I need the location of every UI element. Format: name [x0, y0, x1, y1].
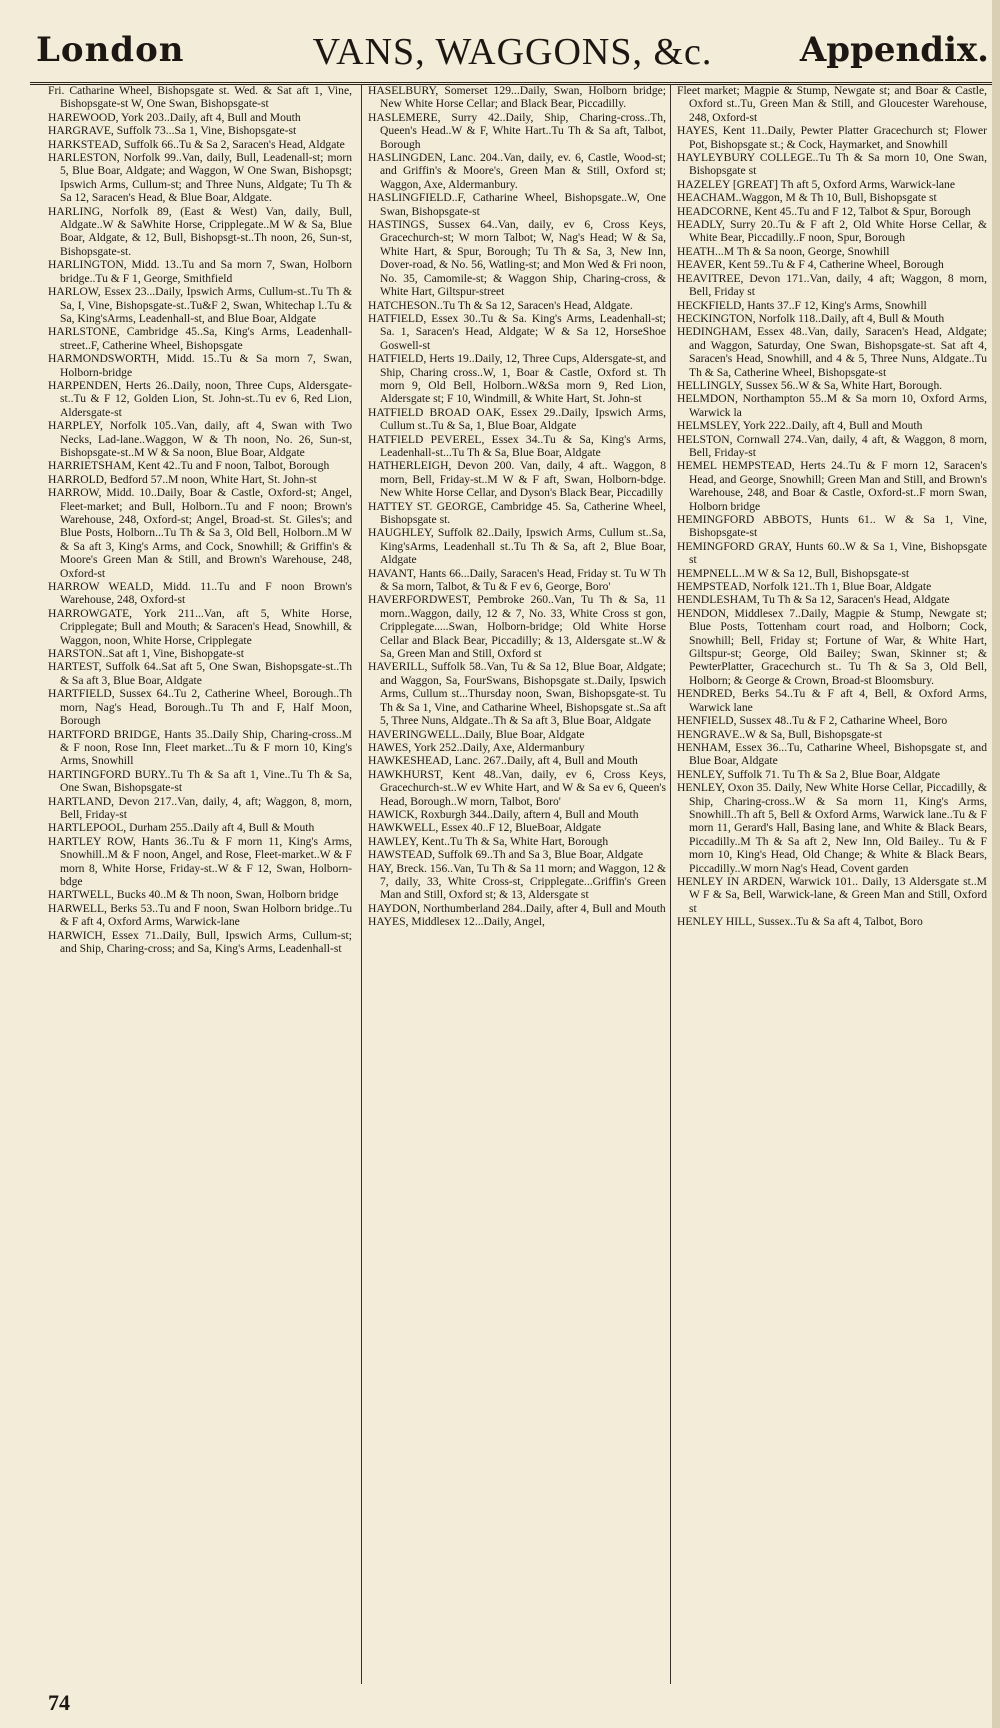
directory-entry: HEADCORNE, Kent 45..Tu and F 12, Talbot & Spur, Borough — [677, 204, 971, 218]
page-edge — [992, 0, 1000, 1728]
directory-entry: HAWKHURST, Kent 48..Van, daily, ev 6, Cross Keys, Gracechurch-st..W ev White Hart, and W & Sa ev 6, Queen's Head, Borough..W morn, Talbot, Boro' — [368, 767, 666, 808]
directory-entry: HARLING, Norfolk 89, (East & West) Van, daily, Bull, Aldgate..W & SaWhite Horse, Cripplegate..M W & Sa, Blue Boar, Aldgate, & 12, Bull, Bishopsgt-st..Th noon, 26, Sun-st, Bishopsgate-st. — [48, 204, 352, 258]
directory-entry: HELLINGLY, Sussex 56..W & Sa, White Hart, Borough. — [677, 378, 943, 392]
directory-entry: HASLEMERE, Surry 42..Daily, Ship, Charing-cross..Th, Queen's Head..W & F, White Hart..Tu Th & Sa aft, Talbot, Borough — [368, 110, 666, 151]
directory-entry: HENLEY HILL, Sussex..Tu & Sa aft 4, Talbot, Boro — [677, 915, 923, 929]
directory-entry: HEMEL HEMPSTEAD, Herts 24..Tu & F morn 12, Saracen's Head, and George, Snowhill; Green Man and Still, and Brown's Warehouse, 248, and Boar & Castle, Oxford-st..F morn Swan, Holborn bridge — [677, 459, 987, 513]
column-3 — [670, 84, 987, 1684]
directory-entry: HATCHESON..Tu Th & Sa 12, Saracen's Head, Aldgate. — [368, 298, 633, 312]
directory-entry: HEAVITREE, Devon 171..Van, daily, 4 aft; Waggon, 8 morn, Bell, Friday st — [677, 271, 987, 299]
directory-entry: HARWICH, Essex 71..Daily, Bull, Ipswich Arms, Cullum-st; and Ship, Charing-cross; and Sa, King's Arms, Leadenhall-st — [48, 928, 352, 955]
directory-entry: HECKFIELD, Hants 37..F 12, King's Arms, Snowhill — [677, 298, 927, 312]
directory-entry: HARSTON..Sat aft 1, Vine, Bishopgate-st — [48, 647, 244, 661]
page-number: 74 — [48, 1690, 70, 1715]
directory-entry: HENGRAVE..W & Sa, Bull, Bishopsgate-st — [677, 727, 883, 741]
directory-entry: HARWELL, Berks 53..Tu and F noon, Swan Holborn bridge..Tu & F aft 4, Oxford Arms, Warwick-lane — [48, 901, 352, 929]
directory-entry: HARRIETSHAM, Kent 42..Tu and F noon, Talbot, Borough — [48, 459, 330, 473]
directory-entry: HEMINGFORD ABBOTS, Hunts 61.. W & Sa 1, Vine, Bishopsgate-st — [677, 513, 987, 540]
directory-entry: HEATH...M Th & Sa noon, George, Snowhill — [677, 244, 890, 258]
directory-entry: HAYES, Kent 11..Daily, Pewter Platter Gracechurch st; Flower Pot, Bishopsgate st.; & Cock, Haymarket, and Snowhill — [677, 124, 987, 151]
directory-entry: HARKSTEAD, Suffolk 66..Tu & Sa 2, Saracen's Head, Aldgate — [48, 137, 345, 151]
directory-entry: HEAVER, Kent 59..Tu & F 4, Catherine Wheel, Borough — [677, 258, 944, 272]
directory-entry: HENDRED, Berks 54..Tu & F aft 4, Bell, & Oxford Arms, Warwick lane — [677, 687, 987, 714]
directory-entry: HAVERILL, Suffolk 58..Van, Tu & Sa 12, Blue Boar, Aldgate; and Waggon, Sa, FourSwans, Bishopsgate st..Daily, Ipswich Arms, Cullum st...Thursday noon, Swan, Bishopsgate-st. Tu Th & Sa 1, Vine, and Catharine Wheel, Bishopsgate st..Sa aft 5, Three Nuns, Aldgate..Th & Sa aft 3, Blue Boar, Aldgate — [368, 660, 666, 728]
directory-entry: HASLINGFIELD..F, Catharine Wheel, Bishopsgate..W, One Swan, Bishopsgate-st — [368, 191, 666, 218]
directory-entry: HENDON, Middlesex 7..Daily, Magpie & Stump, Newgate st; Blue Posts, Tottenham court road, and Holborn; Cock, Snowhill; Bell, Friday st; Fortune of War, & White Hart, Giltspur-st; George, Old Bailey; Swan, Skinner st; & PewterPlatter, Gracechurch st.. Tu Th & Sa 3, Old Bell, Holborn; & George & Crown, Broad-st Bloomsbury. — [677, 606, 987, 687]
directory-entry: HENHAM, Essex 36...Tu, Catharine Wheel, Bishopsgate st, and Blue Boar, Aldgate — [677, 740, 987, 768]
directory-entry: HARTWELL, Bucks 40..M & Th noon, Swan, Holborn bridge — [48, 888, 339, 902]
directory-entry: HASELBURY, Somerset 129...Daily, Swan, Holborn bridge; New White Horse Cellar; and Black Bear, Piccadilly. — [368, 84, 666, 111]
directory-entry: HARTFORD BRIDGE, Hants 35..Daily Ship, Charing-cross..M & F noon, Rose Inn, Fleet market...Tu & F morn 10, King's Arms, Snowhill — [48, 727, 352, 768]
column-2 — [361, 84, 666, 1684]
directory-entry: HEMINGFORD GRAY, Hunts 60..W & Sa 1, Vine, Bishopsgate st — [677, 539, 987, 567]
directory-entry: HELMSLEY, York 222..Daily, aft 4, Bull and Mouth — [677, 419, 923, 433]
directory-entry: HARGRAVE, Suffolk 73...Sa 1, Vine, Bishopsgate-st — [48, 124, 297, 138]
directory-entry: HAVERFORDWEST, Pembroke 260..Van, Tu Th & Sa, 11 morn..Waggon, daily, 12 & 7, No. 33, White Cross st gon, Cripplegate.....Swan, Holborn-bridge; Old White Horse Cellar and Black Bear, Piccadilly; & 13, Aldersgate st..W & Sa, Green Man and Still, Oxford st — [368, 593, 666, 661]
directory-entry: HAWKESHEAD, Lanc. 267..Daily, aft 4, Bull and Mouth — [368, 754, 638, 768]
directory-entry: HAWICK, Roxburgh 344..Daily, aftern 4, Bull and Mouth — [368, 807, 639, 821]
directory-entry: HARROLD, Bedford 57..M noon, White Hart, St. John-st — [48, 472, 317, 486]
directory-entry: HARROWGATE, York 211...Van, aft 5, White Horse, Cripplegate; Bull and Mouth; & Saracen's Head, Snowhill, & Waggon, noon, White Horse, Cripplegate — [48, 606, 352, 647]
directory-entry: HAWKWELL, Essex 40..F 12, BlueBoar, Aldgate — [368, 821, 602, 835]
directory-entry: HECKINGTON, Norfolk 118..Daily, aft 4, Bull & Mouth — [677, 311, 945, 325]
directory-entry: HEDINGHAM, Essex 48..Van, daily, Saracen's Head, Aldgate; and Waggon, Saturday, One Swan, Bishopsgate-st. Sat aft 4, Saracen's Head, Snowhill, and 4 & 5, Three Nuns, Aldgate..Tu Th & Sa, Catherine Wheel, Bishopsgate-st — [677, 325, 987, 379]
directory-entry: HARMONDSWORTH, Midd. 15..Tu & Sa morn 7, Swan, Holborn-bridge — [48, 352, 352, 379]
directory-entry: HARTFIELD, Sussex 64..Tu 2, Catherine Wheel, Borough..Th morn, Nag's Head, Borough..Tu Th and F, Half Moon, Borough — [48, 687, 352, 728]
directory-entry: HASTINGS, Sussex 64..Van, daily, ev 6, Cross Keys, Gracechurch-st; W morn Talbot; W, Nag's Head; W & Sa, White Hart, & Spur, Borough; Tu Th & Sa, 3, New Inn, Dover-road, & No. 56, Watling-st; and Mon Wed & Fri noon, No. 35, Camomile-st; & Waggon Ship, Charing-cross, & White Hart, Giltspur-street — [368, 218, 666, 299]
directory-entry: HAYDON, Northumberland 284..Daily, after 4, Bull and Mouth — [368, 901, 666, 915]
directory-entry: HARTLEPOOL, Durham 255..Daily aft 4, Bull & Mouth — [48, 821, 315, 835]
directory-entry: HAYES, Middlesex 12...Daily, Angel, — [368, 915, 545, 929]
header-section: Appendix. — [799, 30, 989, 70]
directory-entry: HARTLEY ROW, Hants 36..Tu & F morn 11, King's Arms, Snowhill..M & F noon, Angel, and Rose, Fleet-market..W & F morn 8, White Horse, Friday-st..W & F 12, Swan, Holborn-bdge — [48, 834, 352, 888]
directory-entry: HENLEY, Oxon 35. Daily, New White Horse Cellar, Piccadilly, & Ship, Charing-cross..W & Sa morn 11, King's Arms, Snowhill..Th aft 5, Bell & Oxford Arms, Warwick lane..Tu & F morn 11, Gerard's Hall, Basing lane, and White & Black Bears, Piccadilly..M Th & Sa aft 2, New Inn, Old Bailey.. Tu & F morn 10, King's Head, Old Change; & White & Black Bears, Piccadilly..W morn Nag's Head, Covent garden — [677, 781, 987, 875]
directory-entry: HARLOW, Essex 23...Daily, Ipswich Arms, Cullum-st..Tu Th & Sa, I, Vine, Bishopsgate-st..Tu&F 2, Swan, Whitechap l..Tu & Sa, King'sArms, Leadenhall-st, and Blue Boar, Aldgate — [48, 285, 352, 325]
directory-entry: HELMDON, Northampton 55..M & Sa morn 10, Oxford Arms, Warwick la — [677, 392, 987, 419]
directory-entry: HENLEY, Suffolk 71. Tu Th & Sa 2, Blue Boar, Aldgate — [677, 767, 940, 781]
directory-entry: HASLINGDEN, Lanc. 204..Van, daily, ev. 6, Castle, Wood-st; and Griffin's & Moore's, Green Man & Still, Oxford st; Waggon, Axe, Aldermanbury. — [368, 151, 666, 191]
directory-entry: HARTINGFORD BURY..Tu Th & Sa aft 1, Vine..Tu Th & Sa, One Swan, Bishopsgate-st — [48, 767, 352, 795]
directory-entry: HAYLEYBURY COLLEGE..Tu Th & Sa morn 10, One Swan, Bishopsgate st — [677, 151, 987, 178]
directory-entry: HENDLESHAM, Tu Th & Sa 12, Saracen's Head, Aldgate — [677, 593, 950, 607]
directory-entry: HATFIELD PEVEREL, Essex 34..Tu & Sa, King's Arms, Leadenhall-st...Tu Th & Sa, Blue Boar, Aldgate — [368, 432, 666, 459]
directory-entry: HEADLY, Surry 20..Tu & F aft 2, Old White Horse Cellar, & White Bear, Piccadilly..F noon, Spur, Borough — [677, 218, 987, 245]
directory-entry: HAVANT, Hants 66...Daily, Saracen's Head, Friday st. Tu W Th & Sa morn, Talbot, & Tu & F ev 6, George, Boro' — [368, 566, 666, 594]
directory-entry: HAWLEY, Kent..Tu Th & Sa, White Hart, Borough — [368, 834, 609, 848]
directory-entry: HAVERINGWELL..Daily, Blue Boar, Aldgate — [368, 727, 585, 741]
directory-entry: HAUGHLEY, Suffolk 82..Daily, Ipswich Arms, Cullum st..Sa, King'sArms, Leadenhall st..Tu Th & Sa, aft 2, Blue Boar, Aldgate — [368, 526, 666, 567]
directory-entry: HELSTON, Cornwall 274..Van, daily, 4 aft, & Waggon, 8 morn, Bell, Friday-st — [677, 432, 987, 459]
directory-entry: HARPENDEN, Herts 26..Daily, noon, Three Cups, Aldersgate-st..Tu & F 12, Golden Lion, St. John-st..Tu ev 6, Red Lion, Aldersgate-st — [48, 378, 352, 419]
directory-entry: HENLEY IN ARDEN, Warwick 101.. Daily, 13 Aldersgate st..M W F & Sa, Bell, Warwick-lane, & Green Man and Still, Oxford st — [677, 874, 987, 915]
directory-entry: HATFIELD, Herts 19..Daily, 12, Three Cups, Aldersgate-st, and Ship, Charing cross..W, 1, Boar & Castle, Oxford st. Th morn 9, Old Bell, Holborn..W&Sa morn 9, Red Lion, Aldersgate st; F 10, Windmill, & White Hart, St. John-st — [368, 352, 666, 406]
directory-entry: HAY, Breck. 156..Van, Tu Th & Sa 11 morn; and Waggon, 12 & 7, daily, 33, White Cross-st, Cripplegate...Griffin's Green Man and Still, Oxford st; & 13, Aldersgate st — [368, 861, 666, 902]
directory-entry: HEMPNELL..M W & Sa 12, Bull, Bishopsgate-st — [677, 566, 910, 580]
directory-entry: HATFIELD, Essex 30..Tu & Sa. King's Arms, Leadenhall-st; Sa. 1, Saracen's Head, Aldgate; W & Sa 12, HorseShoe Goswell-st — [368, 311, 666, 352]
directory-entry: HARLESTON, Norfolk 99..Van, daily, Bull, Leadenall-st; morn 5, Blue Boar, Aldgate; and Waggon, W One Swan, Bishopsgt; Ipswich Arms, Cullum-st; and Three Nuns, Aldgate; Tu Th & Sa 12, Saracen's Head, & Blue Boar, Aldgate. — [48, 151, 352, 205]
directory-entry: HATHERLEIGH, Devon 200. Van, daily, 4 aft.. Waggon, 8 morn, Bell, Friday-st..M W & F aft, Swan, Holborn-bdge. New White Horse Cellar, and Dyson's Black Bear, Piccadilly — [368, 459, 666, 500]
header-city: London — [36, 30, 185, 70]
directory-entry: HAREWOOD, York 203..Daily, aft 4, Bull and Mouth — [48, 110, 301, 124]
directory-entry: HATTEY ST. GEORGE, Cambridge 45. Sa, Catherine Wheel, Bishopsgate st. — [368, 499, 666, 526]
directory-entry: HAWSTEAD, Suffolk 69..Th and Sa 3, Blue Boar, Aldgate — [368, 848, 643, 862]
page-header — [30, 26, 995, 85]
directory-entry: HARPLEY, Norfolk 105..Van, daily, aft 4, Swan with Two Necks, Lad-lane..Waggon, W & Th noon, No. 26, Sun-st, Bishopsgate-st..M W & Sa noon, Blue Boar, Aldgate — [48, 419, 352, 459]
directory-entry: HARLSTONE, Cambridge 45..Sa, King's Arms, Leadenhall-street..F, Catherine Wheel, Bishopsgate — [48, 325, 352, 352]
directory-entry: HARROW, Midd. 10..Daily, Boar & Castle, Oxford-st; Angel, Fleet-market; and Bull, Holborn..Tu and F noon; Brown's Warehouse, 248, Oxford-st; Angel, Broad-st. St. Giles's; and Blue Posts, Holborn...Tu Th & Sa 3, Old Bell, Holborn..M W & Sa aft 3, King's Arms, and Cock, Snowhill; & Griffin's & Moore's Green Man & Still, and Brown's Warehouse, 248, Oxford-st — [48, 486, 352, 580]
directory-entry: HAWES, York 252..Daily, Axe, Aldermanbury — [368, 740, 585, 754]
directory-entry: HENFIELD, Sussex 48..Tu & F 2, Catharine Wheel, Boro — [677, 714, 948, 728]
directory-entry: Fri. Catharine Wheel, Bishopsgate st. Wed. & Sat aft 1, Vine, Bishopsgate-st W, One Swan, Bishopsgate-st — [48, 84, 352, 111]
directory-entry: HEACHAM..Waggon, M & Th 10, Bull, Bishopsgate st — [677, 191, 937, 205]
header-title: VANS, WAGGONS, &c. — [312, 31, 713, 73]
directory-entry: HEMPSTEAD, Norfolk 121..Th 1, Blue Boar, Aldgate — [677, 580, 932, 594]
entries-columns — [48, 84, 993, 1684]
directory-entry: HAZELEY [GREAT] Th aft 5, Oxford Arms, Warwick-lane — [677, 177, 955, 191]
directory-entry: HARTEST, Suffolk 64..Sat aft 5, One Swan, Bishopsgate-st..Th & Sa aft 3, Blue Boar, Aldgate — [48, 660, 352, 687]
directory-entry: HARROW WEALD, Midd. 11..Tu and F noon Brown's Warehouse, 248, Oxford-st — [48, 580, 352, 607]
column-1 — [48, 84, 352, 1684]
directory-entry: HARLINGTON, Midd. 13..Tu and Sa morn 7, Swan, Holborn bridge..Tu & F 1, George, Smithfield — [48, 258, 352, 285]
directory-entry: HATFIELD BROAD OAK, Essex 29..Daily, Ipswich Arms, Cullum st..Tu & Sa, 1, Blue Boar, Aldgate — [368, 405, 666, 433]
directory-entry: Fleet market; Magpie & Stump, Newgate st; and Boar & Castle, Oxford st..Tu, Green Man & Still, and Gloucester Warehouse, 248, Oxford-st — [677, 84, 987, 124]
directory-entry: HARTLAND, Devon 217..Van, daily, 4, aft; Waggon, 8, morn, Bell, Friday-st — [48, 794, 352, 821]
